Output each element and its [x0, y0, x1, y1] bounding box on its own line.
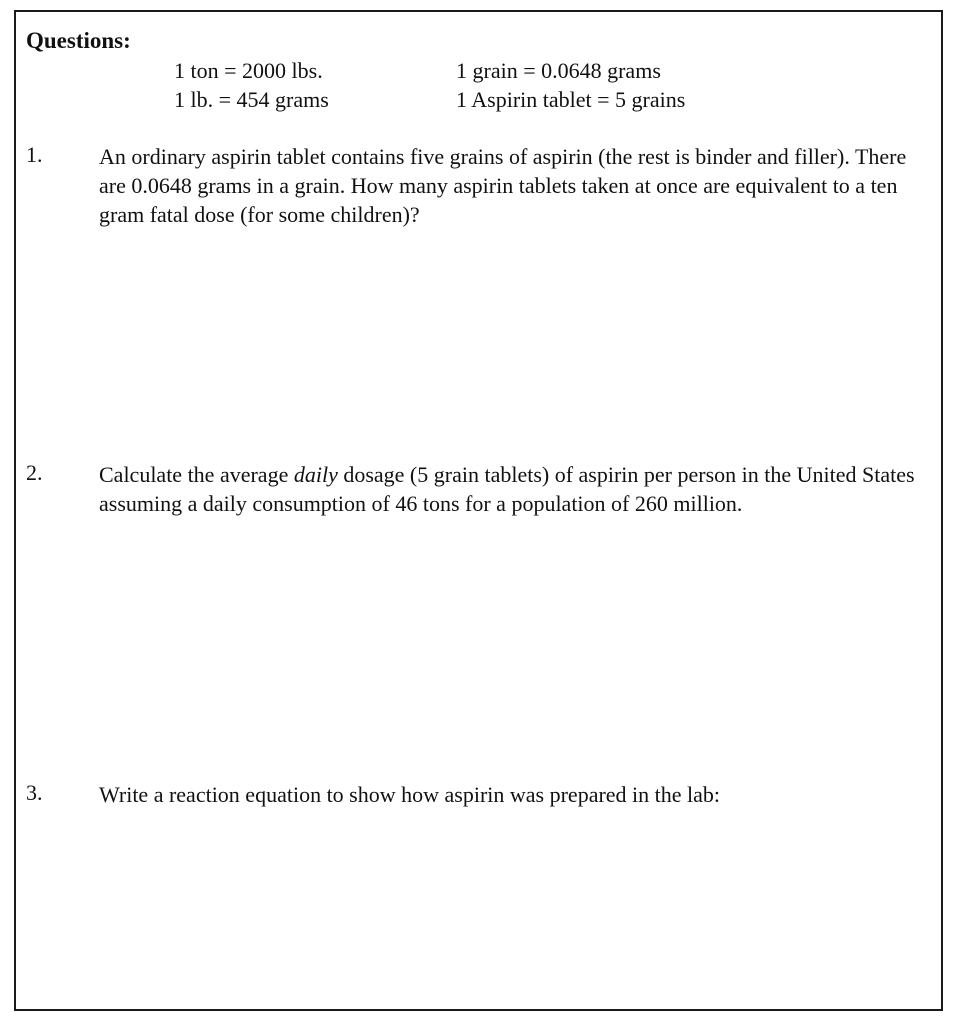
- question-2-number: 2.: [26, 460, 43, 485]
- question-2-text: [99, 460, 929, 518]
- question-3-number: 3.: [26, 780, 43, 805]
- question-1-text: An ordinary aspirin tablet contains five grains of aspirin (the rest is binder and filler). There are 0.0648 grams in a grain. How many aspirin tablets taken at once are equivalent to a ten gram fatal dose (for some children)?: [99, 144, 907, 227]
- conversion-tablet-grains: 1 Aspirin tablet = 5 grains: [456, 87, 686, 112]
- conversion-list-right: [456, 56, 685, 114]
- conversion-list-left: [174, 56, 329, 114]
- question-3-text: Write a reaction equation to show how aspirin was prepared in the lab:: [99, 782, 721, 807]
- question-1-number: 1.: [26, 142, 43, 167]
- conversion-grain-grams: 1 grain = 0.0648 grams: [456, 58, 661, 83]
- questions-heading: Questions:: [26, 28, 131, 53]
- conversion-lb-grams: 1 lb. = 454 grams: [174, 87, 329, 112]
- question-2-text-start: Calculate the average: [99, 462, 294, 487]
- question-sheet: [14, 10, 943, 1011]
- question-2-text-end: dosage (5 grain tablets) of aspirin per person in the United States assuming a daily consumption of 46 tons for a population of 260 million.: [99, 462, 915, 516]
- conversion-ton-lbs: 1 ton = 2000 lbs.: [174, 58, 323, 83]
- question-2-emphasis: daily: [293, 462, 338, 487]
